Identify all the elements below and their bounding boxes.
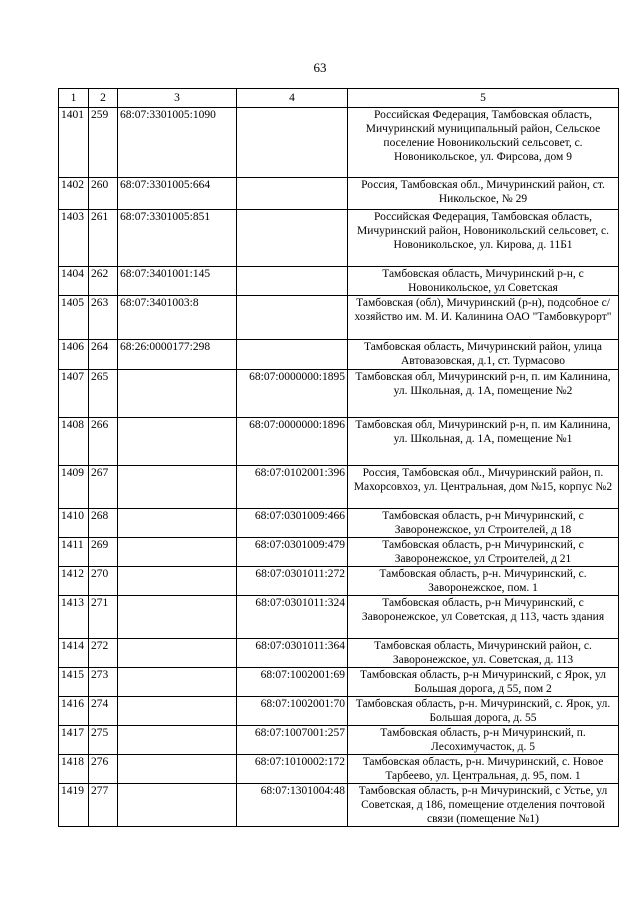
row-number-cell: 1419 — [59, 784, 89, 827]
object-cadastral-number-cell: 68:07:1010002:172 — [237, 755, 348, 784]
table-row — [59, 726, 619, 755]
cadastral-number-cell: 68:07:3301005:664 — [118, 178, 237, 210]
item-number-cell: 262 — [89, 267, 118, 296]
address-cell: Тамбовская область, Мичуринский район, улица Автовазовская, д.1, ст. Турмасово — [348, 340, 619, 370]
item-number-cell: 275 — [89, 726, 118, 755]
table-row — [59, 340, 619, 370]
address-cell: Тамбовская область, р-н Мичуринский, с Заворонежское, ул Строителей, д 18 — [348, 509, 619, 538]
cadastral-number-cell — [118, 668, 237, 697]
row-number-cell: 1403 — [59, 210, 89, 267]
row-number-cell: 1409 — [59, 466, 89, 509]
object-cadastral-number-cell: 68:07:0301011:272 — [237, 567, 348, 596]
cadastral-number-cell — [118, 466, 237, 509]
address-cell: Российская Федерация, Тамбовская область, Мичуринский район, Новоникольский сельсовет, с. Новоникольское, ул. Кирова, д. 11Б1 — [348, 210, 619, 267]
table-row — [59, 697, 619, 726]
item-number-cell: 264 — [89, 340, 118, 370]
table-row — [59, 596, 619, 639]
row-number-cell: 1401 — [59, 108, 89, 178]
item-number-cell: 277 — [89, 784, 118, 827]
row-number-cell: 1417 — [59, 726, 89, 755]
address-cell: Тамбовская область, р-н Мичуринский, с Заворонежское, ул Строителей, д 21 — [348, 538, 619, 567]
table-row — [59, 418, 619, 466]
cadastral-number-cell: 68:26:0000177:298 — [118, 340, 237, 370]
cadastral-number-cell — [118, 596, 237, 639]
cadastral-number-cell — [118, 370, 237, 418]
column-header-3: 3 — [118, 89, 237, 108]
item-number-cell: 260 — [89, 178, 118, 210]
object-cadastral-number-cell: 68:07:0301011:324 — [237, 596, 348, 639]
object-cadastral-number-cell: 68:07:1301004:48 — [237, 784, 348, 827]
column-header-1: 1 — [59, 89, 89, 108]
page-number: 63 — [313, 60, 327, 75]
item-number-cell: 259 — [89, 108, 118, 178]
address-cell: Тамбовская область, р-н Мичуринский, с Заворонежское, ул Советская, д 113, часть здания — [348, 596, 619, 639]
row-number-cell: 1404 — [59, 267, 89, 296]
address-cell: Тамбовская область, р-н Мичуринский, п. Лесохимучасток, д. 5 — [348, 726, 619, 755]
cadastral-number-cell: 68:07:3401001:145 — [118, 267, 237, 296]
table-row — [59, 296, 619, 340]
address-cell: Тамбовская обл, Мичуринский р-н, п. им Калинина, ул. Школьная, д. 1А, помещение №2 — [348, 370, 619, 418]
table-row — [59, 267, 619, 296]
row-number-cell: 1408 — [59, 418, 89, 466]
cadastral-number-cell — [118, 755, 237, 784]
registry-table — [58, 88, 619, 827]
row-number-cell: 1405 — [59, 296, 89, 340]
table-row — [59, 668, 619, 697]
object-cadastral-number-cell — [237, 210, 348, 267]
object-cadastral-number-cell: 68:07:1002001:69 — [237, 668, 348, 697]
address-cell: Россия, Тамбовская обл., Мичуринский район, п. Махорсовхоз, ул. Центральная, дом №15, корпус №2 — [348, 466, 619, 509]
row-number-cell: 1406 — [59, 340, 89, 370]
object-cadastral-number-cell — [237, 178, 348, 210]
cadastral-number-cell — [118, 538, 237, 567]
table-row — [59, 466, 619, 509]
object-cadastral-number-cell: 68:07:0000000:1895 — [237, 370, 348, 418]
item-number-cell: 272 — [89, 639, 118, 668]
object-cadastral-number-cell — [237, 340, 348, 370]
row-number-cell: 1411 — [59, 538, 89, 567]
item-number-cell: 266 — [89, 418, 118, 466]
header-row — [59, 89, 619, 108]
item-number-cell: 270 — [89, 567, 118, 596]
cadastral-number-cell — [118, 567, 237, 596]
address-cell: Тамбовская область, р-н. Мичуринский, с. Ярок, ул. Большая дорога, д. 55 — [348, 697, 619, 726]
object-cadastral-number-cell: 68:07:0301009:479 — [237, 538, 348, 567]
row-number-cell: 1402 — [59, 178, 89, 210]
row-number-cell: 1407 — [59, 370, 89, 418]
item-number-cell: 267 — [89, 466, 118, 509]
row-number-cell: 1414 — [59, 639, 89, 668]
row-number-cell: 1412 — [59, 567, 89, 596]
cadastral-number-cell — [118, 418, 237, 466]
cadastral-number-cell — [118, 784, 237, 827]
object-cadastral-number-cell — [237, 108, 348, 178]
row-number-cell: 1410 — [59, 509, 89, 538]
address-cell: Россия, Тамбовская обл., Мичуринский район, ст. Никольское, № 29 — [348, 178, 619, 210]
item-number-cell: 274 — [89, 697, 118, 726]
address-cell: Тамбовская область, р-н. Мичуринский, с. Заворонежское, пом. 1 — [348, 567, 619, 596]
address-cell: Тамбовская обл, Мичуринский р-н, п. им Калинина, ул. Школьная, д. 1А, помещение №1 — [348, 418, 619, 466]
object-cadastral-number-cell: 68:07:0301011:364 — [237, 639, 348, 668]
object-cadastral-number-cell — [237, 296, 348, 340]
cadastral-number-cell: 68:07:3301005:851 — [118, 210, 237, 267]
object-cadastral-number-cell: 68:07:0000000:1896 — [237, 418, 348, 466]
object-cadastral-number-cell: 68:07:0102001:396 — [237, 466, 348, 509]
row-number-cell: 1418 — [59, 755, 89, 784]
row-number-cell: 1413 — [59, 596, 89, 639]
row-number-cell: 1415 — [59, 668, 89, 697]
address-cell: Российская Федерация, Тамбовская область, Мичуринский муниципальный район, Сельское поселение Новоникольский сельсовет, с. Новоникольское, ул. Фирсова, дом 9 — [348, 108, 619, 178]
cadastral-number-cell: 68:07:3401003:8 — [118, 296, 237, 340]
item-number-cell: 263 — [89, 296, 118, 340]
table-row — [59, 108, 619, 178]
item-number-cell: 261 — [89, 210, 118, 267]
table-row — [59, 509, 619, 538]
object-cadastral-number-cell: 68:07:0301009:466 — [237, 509, 348, 538]
table-row — [59, 538, 619, 567]
item-number-cell: 276 — [89, 755, 118, 784]
object-cadastral-number-cell: 68:07:1002001:70 — [237, 697, 348, 726]
table-row — [59, 567, 619, 596]
item-number-cell: 273 — [89, 668, 118, 697]
item-number-cell: 268 — [89, 509, 118, 538]
cadastral-number-cell — [118, 726, 237, 755]
row-number-cell: 1416 — [59, 697, 89, 726]
cadastral-number-cell — [118, 639, 237, 668]
item-number-cell: 269 — [89, 538, 118, 567]
table-row — [59, 210, 619, 267]
address-cell: Тамбовская (обл), Мичуринский (р-н), подсобное с/хозяйство им. М. И. Калинина ОАО "Тамбовкурорт" — [348, 296, 619, 340]
table-row — [59, 370, 619, 418]
cadastral-number-cell — [118, 697, 237, 726]
cadastral-number-cell — [118, 509, 237, 538]
item-number-cell: 265 — [89, 370, 118, 418]
address-cell: Тамбовская область, р-н Мичуринский, с Устье, ул Советская, д 186, помещение отделения почтовой связи (помещение №1) — [348, 784, 619, 827]
address-cell: Тамбовская область, Мичуринский р-н, с Новоникольское, ул Советская — [348, 267, 619, 296]
address-cell: Тамбовская область, р-н Мичуринский, с Ярок, ул Большая дорога, д 55, пом 2 — [348, 668, 619, 697]
object-cadastral-number-cell: 68:07:1007001:257 — [237, 726, 348, 755]
cadastral-number-cell: 68:07:3301005:1090 — [118, 108, 237, 178]
table-row — [59, 178, 619, 210]
table-row — [59, 755, 619, 784]
address-cell: Тамбовская область, Мичуринский район, с. Заворонежское, ул. Советская, д. 113 — [348, 639, 619, 668]
column-header-5: 5 — [348, 89, 619, 108]
column-header-4: 4 — [237, 89, 348, 108]
object-cadastral-number-cell — [237, 267, 348, 296]
table-row — [59, 639, 619, 668]
item-number-cell: 271 — [89, 596, 118, 639]
table-row — [59, 784, 619, 827]
address-cell: Тамбовская область, р-н. Мичуринский, с. Новое Тарбеево, ул. Центральная, д. 95, пом. 1 — [348, 755, 619, 784]
column-header-2: 2 — [89, 89, 118, 108]
